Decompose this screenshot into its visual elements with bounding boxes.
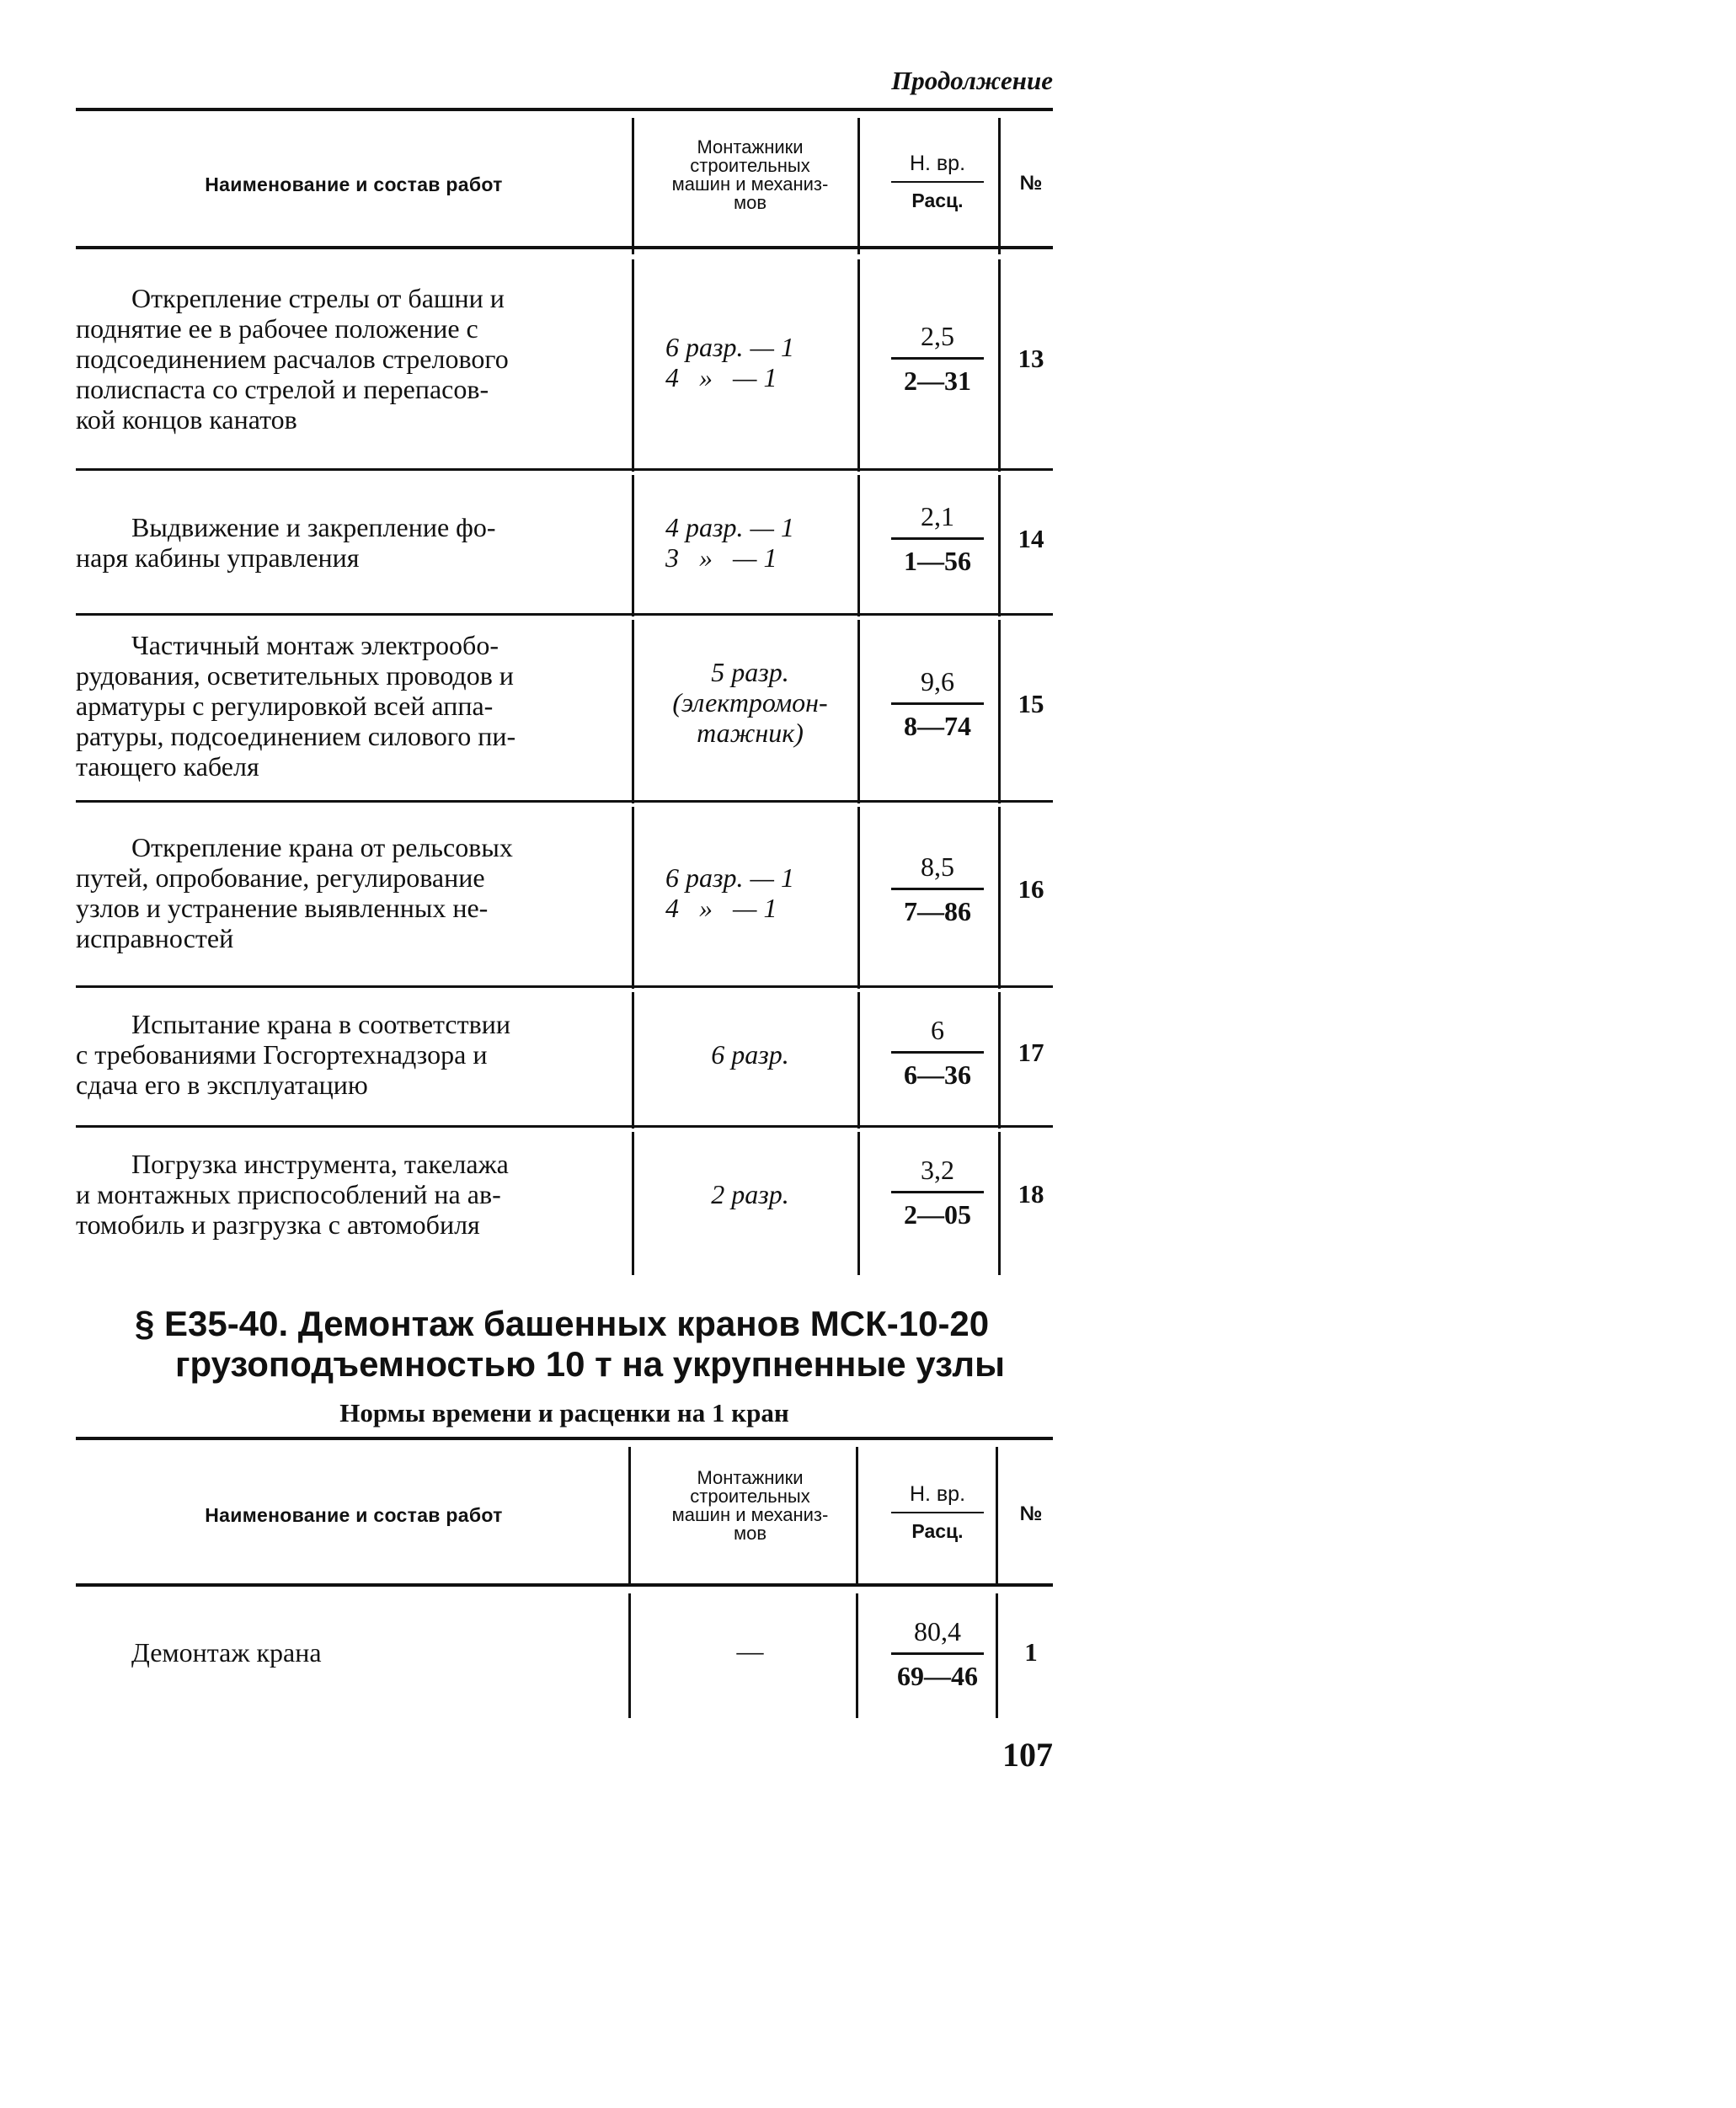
row-norm-rate: 9,6 8—74: [870, 665, 1005, 742]
row-workers: —: [736, 1636, 764, 1666]
row-name: Погрузка инструмента, такелажа и монтажных приспособлений на ав- томобиль и разгрузка с автомобиля: [76, 1149, 509, 1240]
row-number: 16: [1018, 874, 1044, 904]
row-norm-rate: 3,2 2—05: [870, 1154, 1005, 1230]
row-name: Частичный монтаж электрообо- рудования, осветительных проводов и арматуры с регулировкой всей аппа- ратуры, подсоединением силового пи- тающего кабеля: [76, 630, 516, 782]
row-workers: 6 разр.: [711, 1039, 789, 1070]
header-bottom-rule: [76, 1583, 1053, 1587]
header-norm-col: Н. вр. Расц.: [870, 152, 1005, 212]
section-title: [135, 1304, 1061, 1385]
header-mont-col: Монтажники строительных машин и механиз- мов: [671, 136, 829, 213]
row-norm-rate: 6 6—36: [870, 1014, 1005, 1091]
row-workers: 2 разр.: [711, 1179, 789, 1209]
row-workers: 5 разр. (электромон- тажник): [672, 657, 828, 748]
header-no-col: №: [1019, 172, 1043, 195]
header-name-col: Наименование и состав работ: [205, 1504, 503, 1526]
norms-table-continued: [76, 108, 1053, 1278]
row-name: Выдвижение и закрепление фо- наря кабины управления: [76, 512, 496, 573]
row-number: 14: [1018, 524, 1044, 553]
row-number: 15: [1018, 689, 1044, 718]
header-no-col: №: [1019, 1502, 1043, 1525]
row-norm-rate: 80,4 69—46: [870, 1615, 1005, 1692]
row-number: 1: [1024, 1637, 1038, 1667]
page-number: 107: [1002, 1736, 1053, 1774]
row-norm-rate: 2,5 2—31: [870, 320, 1005, 397]
row-workers: 6 разр. — 1 4 » — 1: [665, 862, 794, 923]
section-subtitle: Нормы времени и расценки на 1 кран: [339, 1398, 789, 1428]
row-number: 17: [1018, 1038, 1044, 1067]
row-name: Испытание крана в соответствии с требованиями Госгортехнадзора и сдача его в эксплуатацию: [76, 1009, 510, 1100]
header-norm-col: Н. вр. Расц.: [870, 1482, 1005, 1543]
row-norm-rate: 2,1 1—56: [870, 500, 1005, 577]
row-number: 13: [1018, 344, 1044, 373]
row-name: Демонтаж крана: [131, 1637, 322, 1668]
norms-table: [76, 1437, 1053, 1723]
header-mont-col: Монтажники строительных машин и механиз- мов: [671, 1467, 829, 1544]
table-top-rule: [76, 108, 1053, 111]
row-norm-rate: 8,5 7—86: [870, 851, 1005, 927]
row-number: 18: [1018, 1179, 1044, 1209]
row-name: Открепление стрелы от башни и поднятие ее в рабочее положение с подсоединением расчалов стрелового полиспаста со стрелой и перепасов- кой концов канатов: [76, 283, 509, 435]
section-title-line2: грузоподъемностью 10 т на укрупненные узлы: [175, 1344, 1005, 1384]
section-title-line1: § Е35-40. Демонтаж башенных кранов МСК-10-20: [135, 1304, 990, 1343]
table-top-rule: [76, 1437, 1053, 1440]
header-name-col: Наименование и состав работ: [205, 173, 503, 195]
header-bottom-rule: [76, 246, 1053, 249]
row-name: Открепление крана от рельсовых путей, опробование, регулирование узлов и устранение выявленных не- исправностей: [76, 832, 513, 953]
row-workers: 4 разр. — 1 3 » — 1: [665, 512, 794, 573]
row-workers: 6 разр. — 1 4 » — 1: [665, 332, 794, 392]
continuation-label: Продолжение: [891, 66, 1053, 95]
